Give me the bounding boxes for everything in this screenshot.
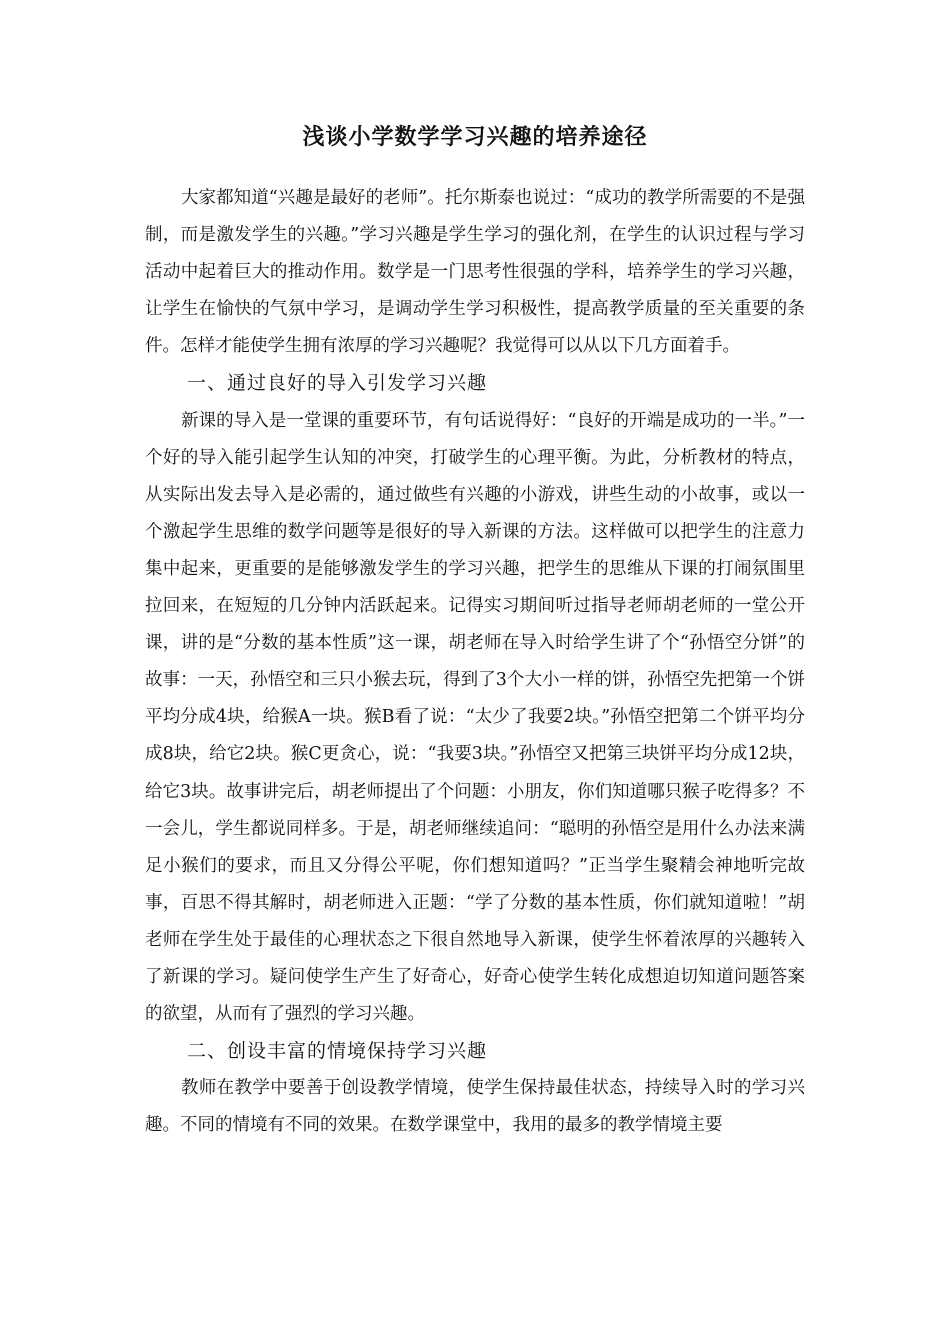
section-2-paragraph: 教师在教学中要善于创设教学情境，使学生保持最佳状态，持续导入时的学习兴趣。不同的情境有不同的效果。在数学课堂中，我用的最多的教学情境主要 xyxy=(145,1078,805,1136)
document-body xyxy=(145,180,805,1144)
section-2-heading: 二、创设丰富的情境保持学习兴趣 xyxy=(187,1040,488,1063)
section-1-paragraph: 新课的导入是一堂课的重要环节，有句话说得好：“良好的开端是成功的一半。”一个好的导入能引起学生认知的冲突，打破学生的心理平衡。为此，分析教材的特点，从实际出发去导入是必需的，通过做些有兴趣的小游戏，讲些生动的小故事，或以一个激起学生思维的数学问题等是很好的导入新课的方法。这样做可以把学生的注意力集中起来，更重要的是能够激发学生的学习兴趣，把学生的思维从下课的打闹氛围里拉回来，在短短的几分钟内活跃起来。记得实习期间听过指导老师胡老师的一堂公开课，讲的是“分数的基本性质”这一课，胡老师在导入时给学生讲了个“孙悟空分饼”的故事：一天，孙悟空和三只小猴去玩，得到了3个大小一样的饼，孙悟空先把第一个饼平均分成4块，给猴A一块。猴B看了说：“太少了我要2块。”孙悟空把第二个饼平均分成8块，给它2块。猴C更贪心，说：“我要3块。”孙悟空又把第三块饼平均分成12块，给它3块。故事讲完后，胡老师提出了个问题：小朋友，你们知道哪只猴子吃得多？不一会儿，学生都说同样多。于是，胡老师继续追问：“聪明的孙悟空是用什么办法来满足小猴们的要求，而且又分得公平呢，你们想知道吗？”正当学生聚精会神地听完故事，百思不得其解时，胡老师进入正题：“学了分数的基本性质，你们就知道啦！”胡老师在学生处于最佳的心理状态之下很自然地导入新课，使学生怀着浓厚的兴趣转入了新课的学习。疑问使学生产生了好奇心，好奇心使学生转化成想迫切知道问题答案的欲望，从而有了强烈的学习兴趣。 xyxy=(145,410,805,1025)
section-1-heading: 一、通过良好的导入引发学习兴趣 xyxy=(187,372,488,395)
intro-paragraph: 大家都知道“兴趣是最好的老师”。托尔斯泰也说过：“成功的教学所需要的不是强制，而是激发学生的兴趣。”学习兴趣是学生学习的强化剂，在学生的认识过程与学习活动中起着巨大的推动作用。数学是一门思考性很强的学科，培养学生的学习兴趣，让学生在愉快的气氛中学习，是调动学生学习积极性，提高教学质量的至关重要的条件。怎样才能使学生拥有浓厚的学习兴趣呢？我觉得可以从以下几方面着手。 xyxy=(145,188,805,357)
page-title: 浅谈小学数学学习兴趣的培养途径 xyxy=(302,124,648,150)
